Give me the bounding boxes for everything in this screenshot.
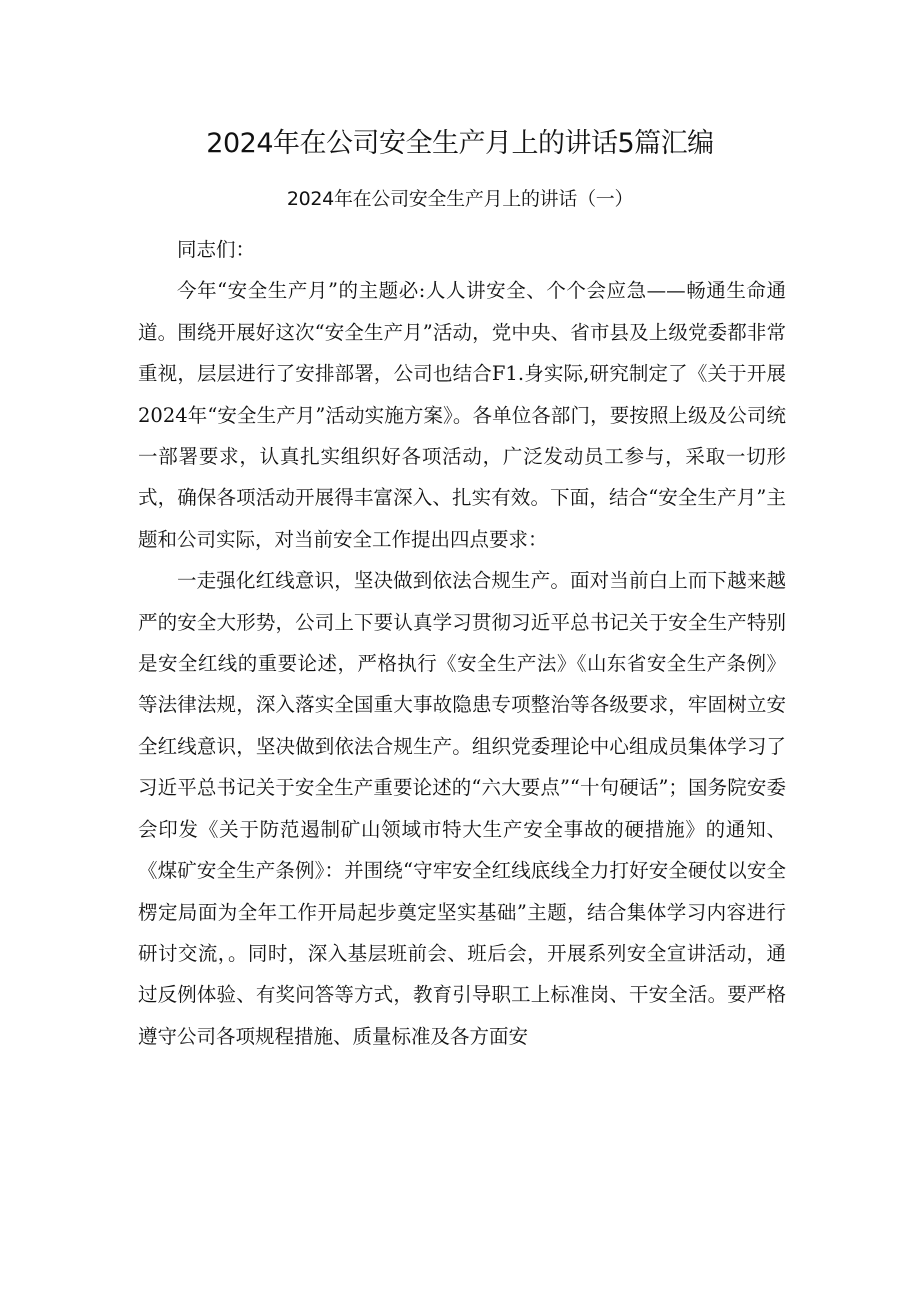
paragraph-intro: 今年“安全生产月”的主题必:人人讲安全、个个会应急——畅通生命通道。围绕开展好这次“安全生产月”活动，党中央、省市县及上级党委都非常重视，层层进行了安排部署，公司也结合F1.身实际,研究制定了《关于开展2024年“安全生产月”活动实施方案》。各单位各部门，要按照上级及公司统一部署要求，认真扎实组织好各项活动，广泛发动员工参与，采取一切形式，确保各项活动开展得丰富深入、扎实有效。下面，结合“安全生产月”主题和公司实际，对当前安全工作提出四点要求： <box>138 279 786 551</box>
section-subtitle: 2024年在公司安全生产月上的讲话（一） <box>286 188 634 210</box>
greeting: 同志们： <box>177 238 256 261</box>
document-body <box>138 229 786 1057</box>
document-title: 2024年在公司安全生产月上的讲话5篇汇编 <box>206 128 714 159</box>
paragraph-point-one: 一走强化红线意识，坚决做到依法合规生产。面对当前白上而下越来越严的安全大形势，公司上下要认真学习贯彻习近平总书记关于安全生产特别是安全红线的重要论述，严格执行《安全生产法》《山东省安全生产条例》等法律法规，深入落实全国重大事故隐患专项整治等各级要求，牢固树立安全红线意识，坚决做到依法合规生产。组织党委理论中心组成员集体学习了习近平总书记关于安全生产重要论述的“六大要点”“十句硬话”；国务院安委会印发《关于防范遏制矿山领域市特大生产安全事故的硬措施》的通知、《煤矿安全生产条例》：并围绕“守牢安全红线底线全力打好安全硬仗以安全楞定局面为全年工作开局起步奠定坚实基础”主题，结合集体学习内容进行研讨交流，。同时，深入基层班前会、班后会，开展系列安全宣讲活动，通过反例体验、有奖问答等方式，教育引导职工上标准岗、干安全活。要严格遵守公司各项规程措施、质量标准及各方面安 <box>138 569 786 1048</box>
